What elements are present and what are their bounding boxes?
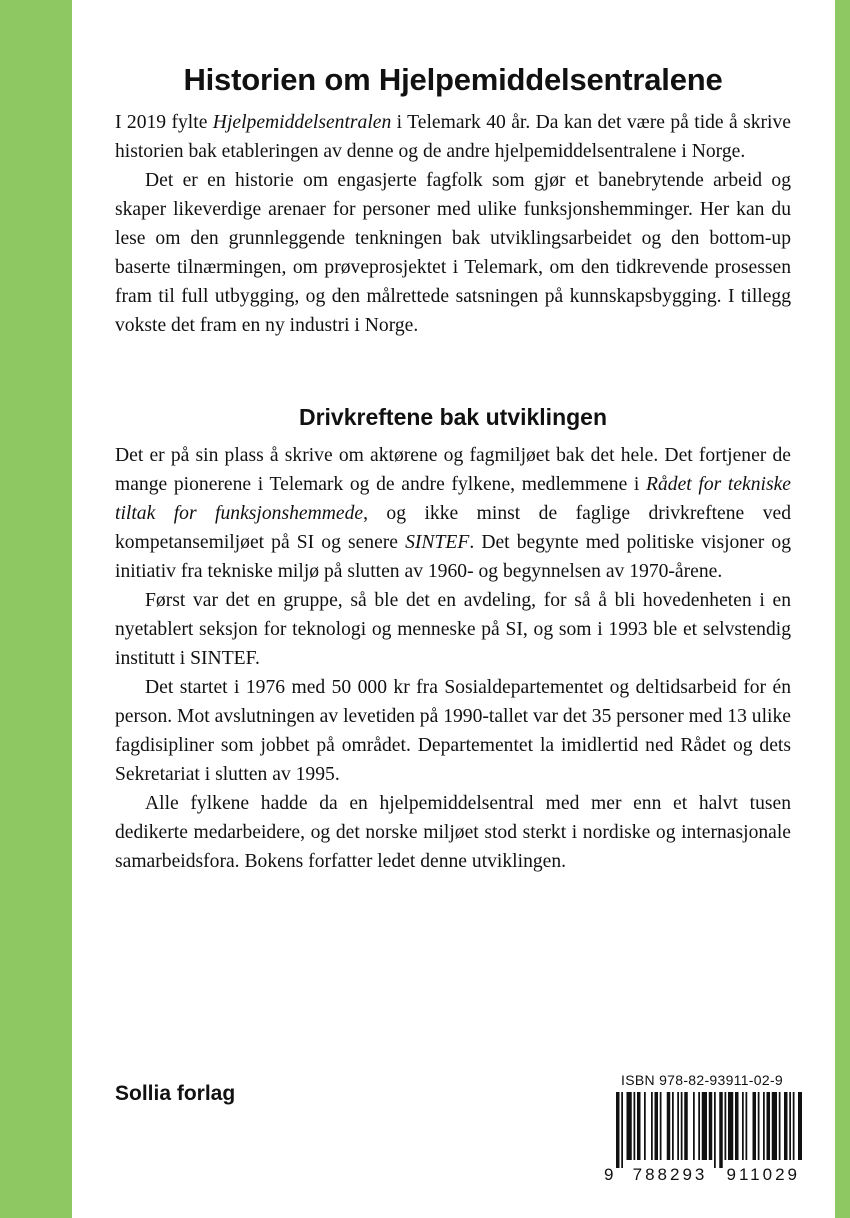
section-paragraph-4: Alle fylkene hadde da en hjelpemiddelsentral med mer enn et halvt tusen dedikerte medarbeidere, og det norske miljøet stod sterkt i nordiske og internasjonale samarbeidsfora. Bokens forfatter ledet denne utviklingen. <box>115 793 791 872</box>
barcode-bar <box>725 1092 727 1160</box>
barcode-bar <box>793 1092 795 1160</box>
emphasis-radet: Rådet for tekniske tiltak for funksjonshemmede <box>115 474 792 524</box>
barcode-bar <box>709 1092 713 1160</box>
intro-paragraph-2: Det er en historie om engasjerte fagfolk som gjør et banebrytende arbeid og skaper likeverdige arenaer for personer med ulike funksjonshemminger. Her kan du lese om den grunnleggende tenkningen bak utviklingsarbeidet og den bottom-up baserte tilnærmingen, om prøveprosjektet i Telemark, om den tidkrevende prosessen fram til full utbygging, og den målrettede satsningen på kunnskapsbygging. I tillegg vokste det fram en ny industri i Norge. <box>115 170 791 336</box>
barcode-bar <box>651 1092 653 1160</box>
back-cover <box>72 0 835 1218</box>
barcode-bar <box>677 1092 679 1160</box>
barcode-bar <box>784 1092 788 1160</box>
barcode-bar <box>714 1092 716 1168</box>
barcode-bar <box>772 1092 777 1160</box>
emphasis-sintef: SINTEF <box>405 532 470 553</box>
emphasis-hjelpemiddelsentralen: Hjelpemiddelsentralen <box>212 112 392 133</box>
barcode-bar <box>684 1092 688 1160</box>
barcode-bar <box>655 1092 659 1160</box>
barcode-bar <box>667 1092 671 1160</box>
barcode-icon <box>602 1092 802 1168</box>
barcode-bar <box>644 1092 646 1160</box>
barcode-bar <box>621 1092 623 1168</box>
barcode-bar <box>681 1092 683 1160</box>
intro-paragraph-1: I 2019 fylte Hjelpemiddelsentralen i Telemark 40 år. Da kan det være på tide å skrive historien bak etableringen av denne og de andre hjelpemiddelsentralene i Norge. <box>115 112 791 162</box>
barcode-bar <box>616 1092 620 1168</box>
barcode-bar <box>702 1092 707 1160</box>
barcode-bar <box>798 1092 802 1160</box>
barcode-bar <box>660 1092 662 1160</box>
barcode-bar <box>789 1092 791 1160</box>
barcode-first-digit: 9 <box>604 1165 614 1184</box>
section-paragraph-2: Først var det en gruppe, så ble det en avdeling, for så å bli hovedenheten i en nyetablert seksjon for teknologi og menneske på SI, og som i 1993 ble et selvstendig institutt i SINTEF. <box>115 590 791 669</box>
barcode-bar <box>763 1092 765 1160</box>
cover-text <box>115 62 791 876</box>
barcode-bar <box>758 1092 760 1160</box>
barcode-group-2: 911029 <box>726 1165 800 1184</box>
section-heading: Drivkreftene bak utviklingen <box>298 404 608 430</box>
barcode-group-1: 788293 <box>632 1165 708 1184</box>
barcode-bar <box>719 1092 723 1168</box>
isbn-barcode <box>602 1072 802 1185</box>
barcode-digits <box>602 1165 802 1185</box>
barcode-bar <box>693 1092 695 1160</box>
barcode-bar <box>767 1092 771 1160</box>
publisher-name: Sollia forlag <box>115 1082 236 1105</box>
section-paragraph-3: Det startet i 1976 med 50 000 kr fra Sosialdepartementet og deltidsarbeid for én person. Mot avslutningen av levetiden på 1990-tallet var det 35 personer med 13 ulike fagdisipliner som jobbet på området. Departementet la imidlertid ned Rådet og dets Sekretariat i slutten av 1995. <box>115 677 791 785</box>
barcode-bar <box>753 1092 757 1160</box>
isbn-label: ISBN 978-82-93911-02-9 <box>621 1072 783 1088</box>
barcode-bar <box>746 1092 748 1160</box>
barcode-bar <box>779 1092 781 1160</box>
section-paragraph-1: Det er på sin plass å skrive om aktørene og fagmiljøet bak det hele. Det fortjener de mange pionerene i Telemark og de andre fylkene, medlemmene i Rådet for tekniske tiltak for funksjonshemmede, og ikke minst de faglige drivkreftene ved kompetansemiljøet på SI og senere SINTEF. Det begynte med politiske visjoner og initiativ fra tekniske miljø på slutten av 1960- og begynnelsen av 1970-årene. <box>115 445 792 582</box>
barcode-bar <box>742 1092 744 1160</box>
barcode-bar <box>627 1092 632 1160</box>
barcode-bar <box>637 1092 641 1160</box>
page-title: Historien om Hjelpemiddelsentralene <box>183 62 723 97</box>
barcode-bar <box>728 1092 733 1160</box>
barcode-bar <box>634 1092 636 1160</box>
barcode-bar <box>698 1092 700 1160</box>
barcode-bar <box>735 1092 739 1160</box>
barcode-bar <box>672 1092 674 1160</box>
